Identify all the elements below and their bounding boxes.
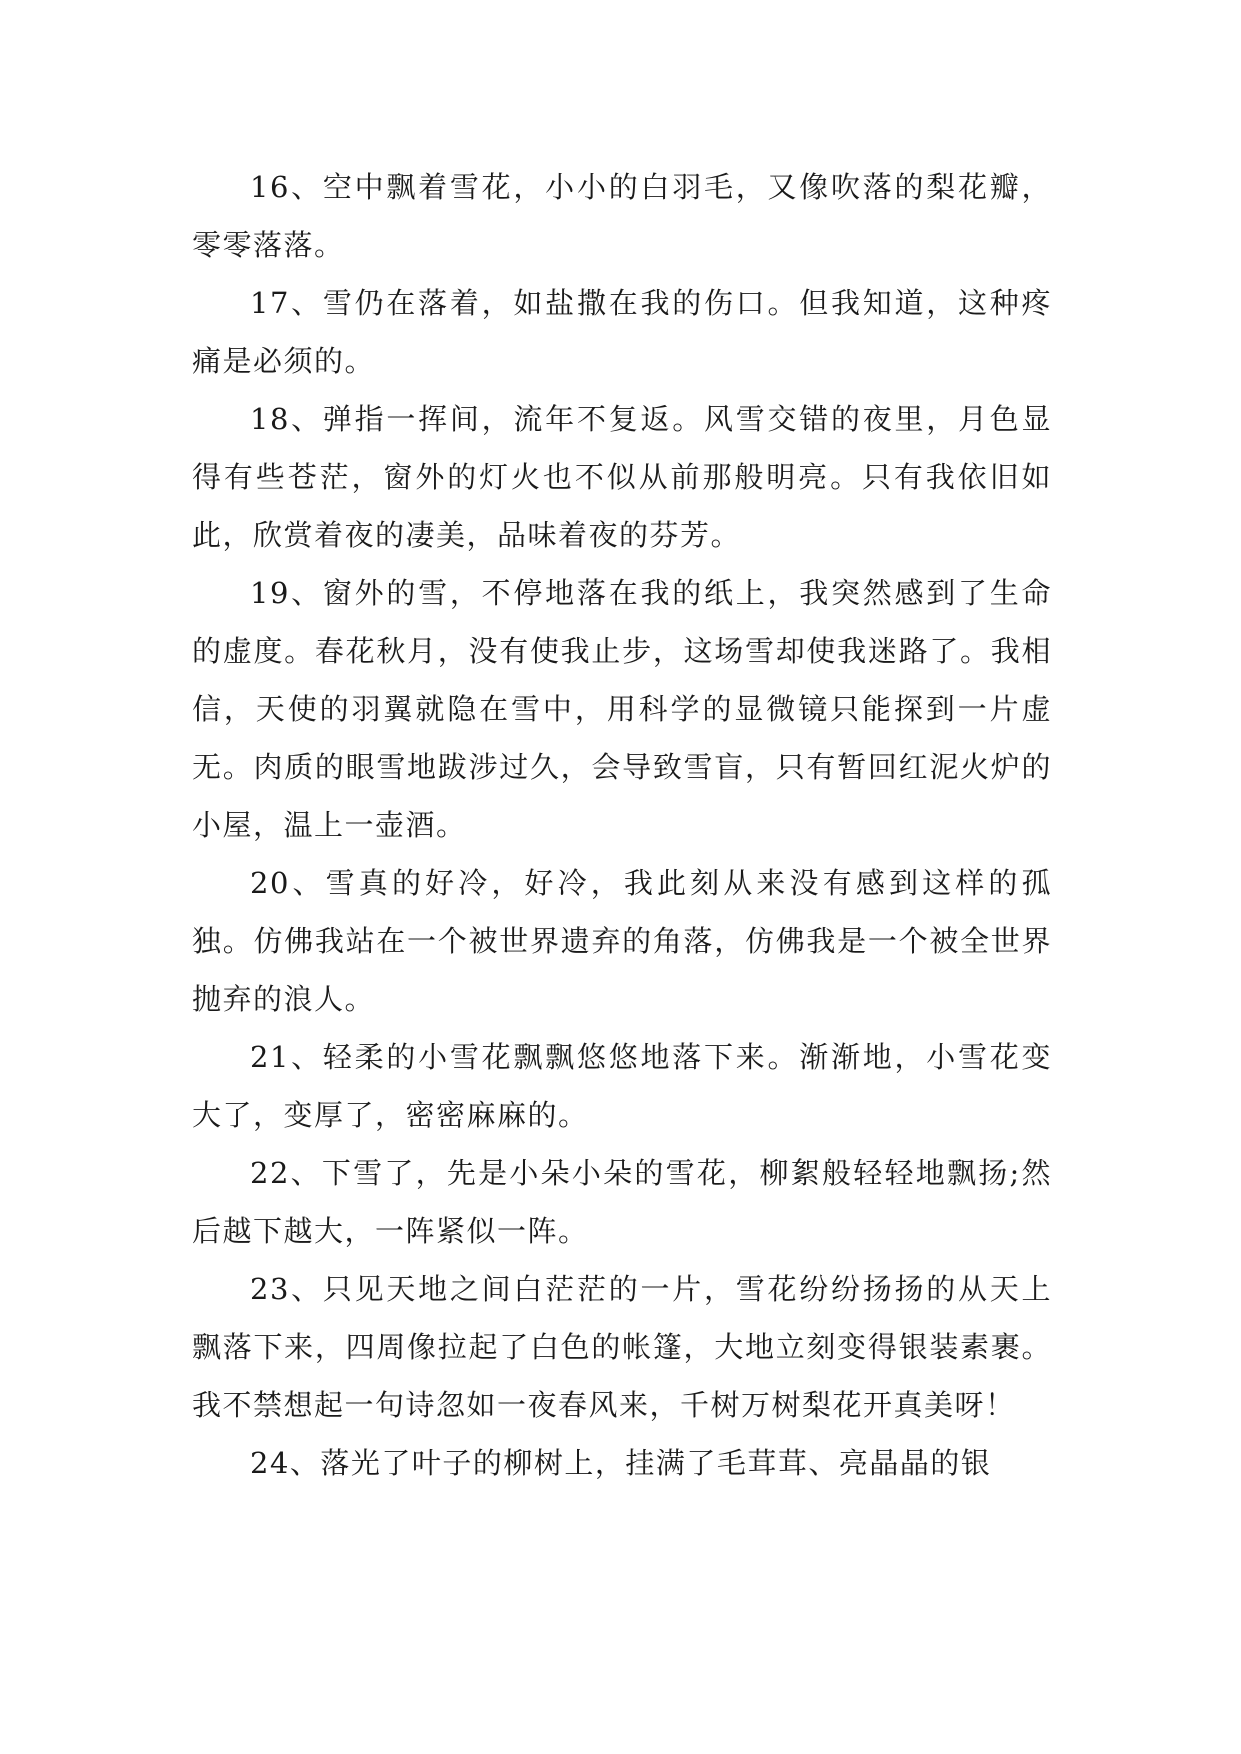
document-body xyxy=(192,158,1052,1492)
paragraph-17: 17、雪仍在落着，如盐撒在我的伤口。但我知道，这种疼痛是必须的。 xyxy=(192,286,1052,378)
paragraph-16: 16、空中飘着雪花，小小的白羽毛，又像吹落的梨花瓣，零零落落。 xyxy=(192,170,1052,262)
paragraph-23: 23、只见天地之间白茫茫的一片，雪花纷纷扬扬的从天上飘落下来，四周像拉起了白色的帐篷，大地立刻变得银装素裹。我不禁想起一句诗忽如一夜春风来，千树万树梨花开真美呀！ xyxy=(192,1272,1052,1422)
paragraph-22: 22、下雪了，先是小朵小朵的雪花，柳絮般轻轻地飘扬;然后越下越大，一阵紧似一阵。 xyxy=(192,1156,1052,1248)
paragraph-18: 18、弹指一挥间，流年不复返。风雪交错的夜里，月色显得有些苍茫，窗外的灯火也不似从前那般明亮。只有我依旧如此，欣赏着夜的凄美，品味着夜的芬芳。 xyxy=(192,402,1052,552)
paragraph-24: 24、落光了叶子的柳树上，挂满了毛茸茸、亮晶晶的银 xyxy=(250,1446,992,1480)
paragraph-20: 20、雪真的好冷，好冷，我此刻从来没有感到这样的孤独。仿佛我站在一个被世界遗弃的角落，仿佛我是一个被全世界抛弃的浪人。 xyxy=(192,866,1052,1016)
paragraph-19: 19、窗外的雪，不停地落在我的纸上，我突然感到了生命的虚度。春花秋月，没有使我止步，这场雪却使我迷路了。我相信，天使的羽翼就隐在雪中，用科学的显微镜只能探到一片虚无。肉质的眼雪地跋涉过久，会导致雪盲，只有暂回红泥火炉的小屋，温上一壶酒。 xyxy=(192,576,1052,842)
paragraph-21: 21、轻柔的小雪花飘飘悠悠地落下来。渐渐地，小雪花变大了，变厚了，密密麻麻的。 xyxy=(192,1040,1052,1132)
